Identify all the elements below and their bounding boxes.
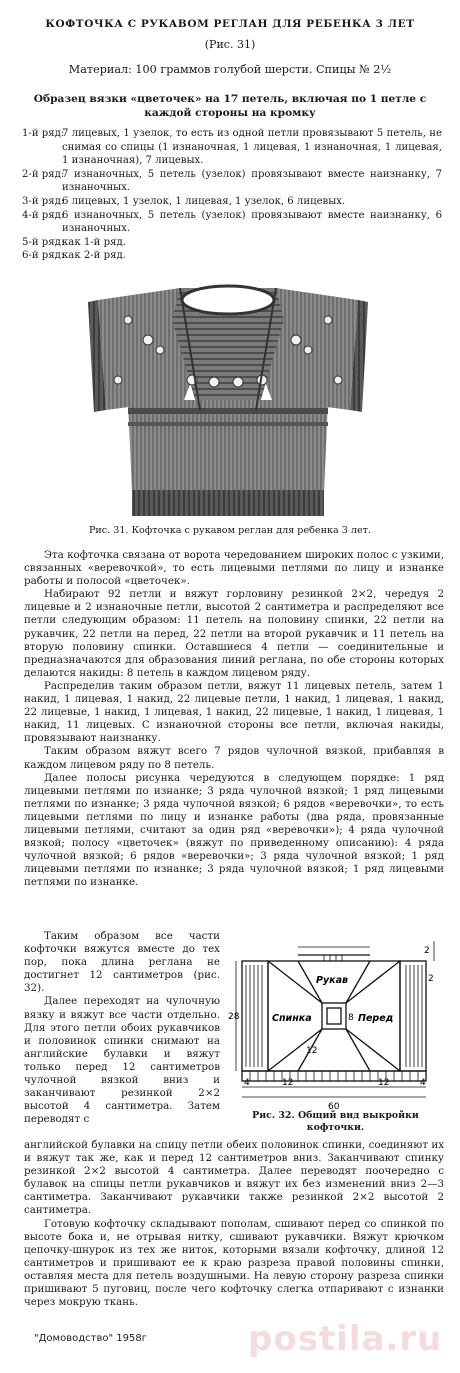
- row-item: [22, 127, 442, 168]
- pattern-diagram: [228, 925, 443, 1115]
- source-credit: "Домоводство" 1958г: [34, 1333, 147, 1344]
- paragraph: Далее переходят на чулочную вязку и вяжут все части отдельно. Для этого петли обоих рукавчиков и половинок спинки снимают на английские булавки и вяжут только перед 12 сантиметров чулочной вязкой вниз и заканчивают резинкой 2×2 высотой 4 сантиметра. Затем переводят с: [24, 995, 220, 1126]
- material-line: Материал: 100 граммов голубой шерсти. Спицы № 2½: [68, 63, 392, 76]
- dim-8: 8: [348, 1013, 354, 1023]
- raglan-diagonal: [346, 1029, 400, 1071]
- row-item: [22, 249, 442, 263]
- raglan-diagonal: [346, 1029, 370, 1071]
- row-label: 4-й ряд:: [22, 209, 65, 221]
- row-text: 7 лицевых, 1 узелок, то есть из одной петли провязывают 5 петель, не снимая со спицы (1 изнаночная, 1 лицевая, 1 изнаночная, 1 лицевая, 1 изнаночная), 7 лицевых.: [62, 128, 442, 167]
- dim-60: 60: [328, 1102, 340, 1112]
- row-text: 6 лицевых, 1 узелок, 1 лицевая, 1 узелок, 6 лицевых.: [62, 195, 346, 207]
- row-text: как 1-й ряд.: [62, 236, 126, 248]
- dim-12-left: 12: [282, 1078, 294, 1088]
- dim-2-side: 2: [428, 974, 434, 984]
- row-text: 6 изнаночных, 5 петель (узелок) провязывают вместе наизнанку, 6 изнаночных.: [62, 209, 442, 235]
- bottom-text: [24, 1139, 444, 1309]
- sample-heading: Образец вязки «цветочек» на 17 петель, включая по 1 петле с каждой стороны на кромку: [33, 93, 427, 119]
- row-label: 1-й ряд:: [22, 128, 65, 139]
- page-title: КОФТОЧКА С РУКАВОМ РЕГЛАН ДЛЯ РЕБЕНКА 3 ЛЕТ: [45, 18, 415, 30]
- dim-12-right: 12: [378, 1078, 390, 1088]
- chest-stripe: [128, 408, 328, 414]
- neck-inner: [327, 1008, 341, 1024]
- chest-stripe: [128, 422, 328, 426]
- neckline: [182, 286, 274, 314]
- waist-rib: [132, 490, 324, 516]
- dim-2-top: 2: [424, 946, 430, 956]
- main-text: [24, 549, 444, 889]
- paragraph: английской булавки на спицу петли обеих половинок спинки, соединяют их и вяжут так же, как и перед 12 сантиметров вниз. Заканчивают спинку резинкой 2×2 высотой 4 сантиметра. Далее переводят поочередно с булавок на спицы петли рукавчиков и вяжут их без изменений вниз 2—3 сантиметра. Заканчивают рукавчики также резинкой 2×2 высотой 2 сантиметра.: [24, 1139, 444, 1217]
- dim-28: 28: [228, 1012, 240, 1022]
- dim-12-center: 12: [306, 1046, 318, 1056]
- row-label: 5-й ряд:: [22, 236, 65, 248]
- figure-reference: (Рис. 31): [204, 38, 256, 51]
- row-label: 6-й ряд:: [22, 250, 65, 262]
- sleeve-label: Рукав: [316, 975, 349, 986]
- row-item: [22, 236, 442, 250]
- paragraph: Готовую кофточку складывают пополам, сшивают перед со спинкой по высоте бока и, не отрывая нитку, сшивают рукавчики. Вяжут крючком цепочку-шнурок из тех же ниток, которыми вязали кофточку, длиной 12 сантиметров и пришивают ее к краю разреза правой половины спинки, оставляя места для петель воздушными. На левую сторону разреза спинки пришивают 5 пуговиц, после чего кофточку слегка отпаривают с изнанки через мокрую ткань.: [24, 1217, 444, 1309]
- raglan-diagonal: [346, 961, 370, 1003]
- row-text: как 2-й ряд.: [62, 250, 126, 262]
- figure-32-caption: Рис. 32. Общий вид выкройки кофточки.: [252, 1110, 419, 1133]
- paragraph: Таким образом все части кофточки вяжутся вместе до тех пор, пока длина реглана не достигнет 12 сантиметров (рис. 32).: [24, 930, 220, 995]
- bottom-rib: [242, 1071, 426, 1081]
- figure-31-caption: Рис. 31. Кофточка с рукавом реглан для ребенка 3 лет.: [88, 525, 372, 536]
- neck-square: [322, 1003, 346, 1029]
- back-label: Спинка: [272, 1013, 312, 1024]
- narrow-text: [24, 930, 220, 1126]
- row-instructions: [22, 127, 442, 263]
- paragraph: Распределив таким образом петли, вяжут 11 лицевых петель, затем 1 накид, 1 лицевая, 1 накид, 22 лицевые петли, 1 накид, 1 лицевая, 1 накид, 22 лицевые, 1 накид, 1 лицевая, 1 накид, 22 лицевые, 1 накид, 1 лицевая, 1 накид, 11 лицевых. С изнаночной стороны все петли, включая накиды, провязывают наизнанку.: [24, 679, 444, 745]
- dim-4-left: 4: [244, 1078, 250, 1088]
- paragraph: Эта кофточка связана от ворота чередованием широких полос с узкими, связанных «веревочкой», то есть лицевыми петлями по лицу и изнанке работы и полосой «цветочек».: [24, 549, 444, 588]
- row-label: 2-й ряд:: [22, 168, 65, 180]
- watermark-logo: postila.ru: [248, 1319, 443, 1359]
- sweater-photo: [88, 280, 368, 520]
- paragraph: Таким образом вяжут всего 7 рядов чулочной вязкой, прибавляя в каждом лицевом ряду по 8 петель.: [24, 745, 444, 771]
- row-text: 7 изнаночных, 5 петель (узелок) провязывают вместе наизнанку, 7 изнаночных.: [62, 168, 442, 194]
- raglan-diagonal: [268, 961, 322, 1003]
- row-item: [22, 209, 442, 236]
- row-label: 3-й ряд:: [22, 195, 65, 207]
- paragraph: Далее полосы рисунка чередуются в следующем порядке: 1 ряд лицевыми петлями по изнанке; 3 ряда чулочной вязкой; 1 ряд лицевыми петлями по изнанке; 3 ряда чулочной вязкой; 6 рядов «веревочки», то есть лицевыми петлями по лицу и изнанке работы (два ряда, провязанные лицевыми петлями, считают за один ряд «веревочки»); 4 ряда чулочной вязкой; полосу «цветочек» (вяжут по приведенному описанию): 4 ряда чулочной вязкой; 6 рядов «веревочки»; 3 ряда чулочной вязкой; 1 ряд лицевыми петлями по изнанке; 3 ряда чулочной вязкой; 1 ряд лицевыми петлями по изнанке.: [24, 771, 444, 889]
- row-item: [22, 168, 442, 195]
- row-item: [22, 195, 442, 209]
- paragraph: Набирают 92 петли и вяжут горловину резинкой 2×2, чередуя 2 лицевые и 2 изнаночные петли, высотой 2 сантиметра и распределяют все петли следующим образом: 11 петель на половину спинки, 22 петли на рукавчик, 22 петли на перед, 22 петли на второй рукавчик и 11 петель на вторую половину спинки. Оставшиеся 4 петли — соединительные и предназначаются для образования линий реглана, по обе стороны которых делаются накиды: 8 петель в каждом лицевом ряду.: [24, 588, 444, 679]
- front-label: Перед: [358, 1013, 394, 1024]
- dim-4-right: 4: [420, 1078, 426, 1088]
- raglan-diagonal: [346, 961, 400, 1003]
